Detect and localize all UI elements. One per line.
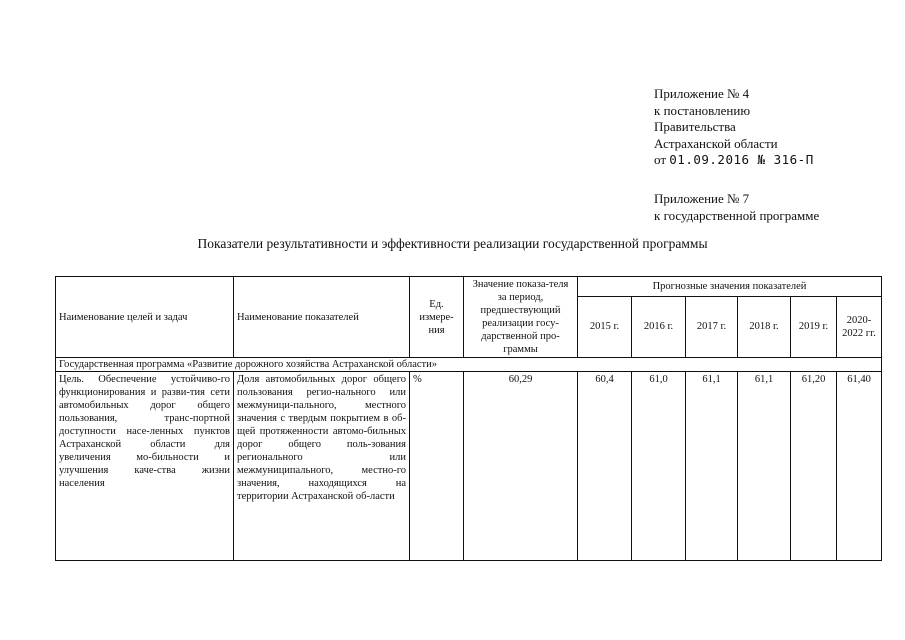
- annex-4-line-3: Правительства: [654, 119, 736, 134]
- annex-4-block: [654, 86, 814, 169]
- annex-4-date-prefix: от: [654, 152, 667, 167]
- header-year-2018: 2018 г.: [738, 296, 791, 357]
- indicators-table: [55, 276, 882, 561]
- header-year-2019: 2019 г.: [791, 296, 837, 357]
- header-year-2015: 2015 г.: [578, 296, 632, 357]
- annex-4-line-2: к постановлению: [654, 102, 751, 118]
- value-2020-2022-cell: 61,40: [837, 372, 882, 561]
- indicator-cell: Доля автомобильных дорог общего пользования регио-нального или межмуници-пального, местного значения с твердым покрытием в об-щей протяженности автомо-бильных дорог общего поль-зования регионального или межмуниципального, местно-го значения, находящихся на территории Астраханской об-ласти: [234, 372, 410, 561]
- decree-date-number-stamp: 01.09.2016 № 316-П: [669, 152, 814, 167]
- header-forecast: Прогнозные значения показателей: [578, 277, 882, 297]
- header-year-2016: 2016 г.: [632, 296, 686, 357]
- header-indicators: Наименование показателей: [234, 277, 410, 358]
- table-row: [56, 372, 882, 561]
- annex-4-date-line: [654, 152, 814, 169]
- header-unit: Ед. измере-ния: [410, 277, 464, 358]
- annex-7-line-1: Приложение № 7: [654, 191, 750, 206]
- annex-4-line-4: Астраханской области: [654, 135, 778, 151]
- unit-cell: %: [410, 372, 464, 561]
- prior-value-cell: 60,29: [464, 372, 578, 561]
- value-2018-cell: 61,1: [738, 372, 791, 561]
- header-year-2020-2022: 2020-2022 гг.: [837, 296, 882, 357]
- annex-7-line-2: к государственной программе: [654, 207, 820, 223]
- program-name-row: Государственная программа «Развитие дорожного хозяйства Астраханской области»: [56, 358, 882, 372]
- header-year-2017: 2017 г.: [686, 296, 738, 357]
- header-goals: Наименование целей и задач: [56, 277, 234, 358]
- annex-7-block: [654, 191, 819, 224]
- document-title: Показатели результативности и эффективности реализации государственной программы: [197, 236, 708, 251]
- value-2015-cell: 60,4: [578, 372, 632, 561]
- header-prior-value: Значение показа-теля за период, предшествующий реализации госу-дарственной про-граммы: [464, 277, 578, 358]
- annex-4-line-1: Приложение № 4: [654, 86, 750, 101]
- value-2016-cell: 61,0: [632, 372, 686, 561]
- goal-cell: Цель. Обеспечение устойчиво-го функционирования и разви-тия сети автомобильных дорог общего пользования, транс-портной доступности насе-ленных пунктов Астраханской области для увеличения мо-бильности и улучшения каче-ства жизни населения: [56, 372, 234, 561]
- value-2019-cell: 61,20: [791, 372, 837, 561]
- value-2017-cell: 61,1: [686, 372, 738, 561]
